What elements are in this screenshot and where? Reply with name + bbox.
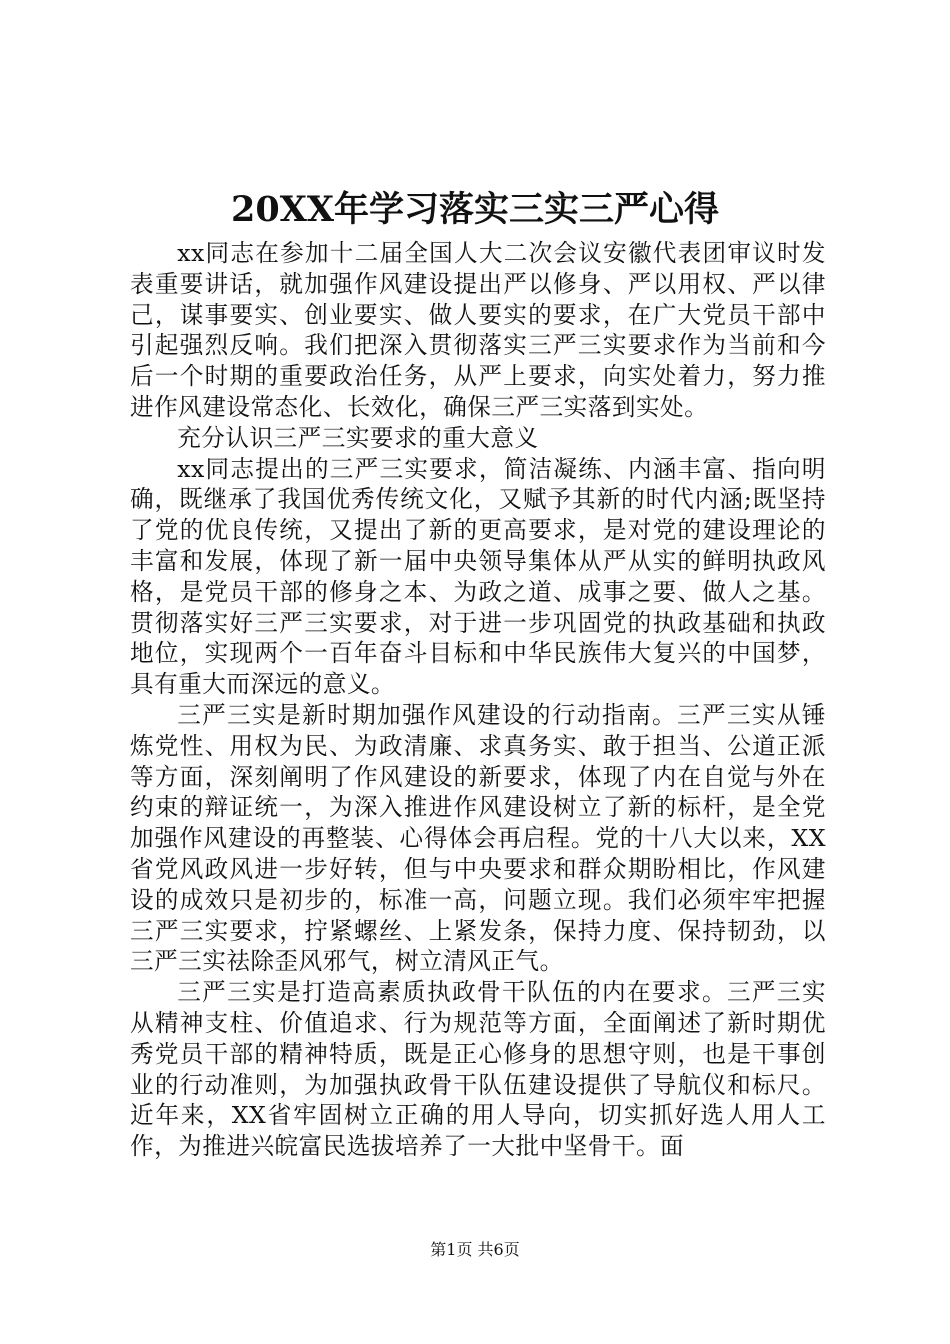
paragraph-work-style: 三严三实是新时期加强作风建设的行动指南。三严三实从锤炼党性、用权为民、为政清廉、求真务实、敢于担当、公道正派等方面，深刻阐明了作风建设的新要求，体现了内在自觉与外在约束的辩证统一，为深入推进作风建设树立了新的标杆，是全党加强作风建设的再整装、心得体会再启程。党的十八大以来，XX省党风政风进一步好转，但与中央要求和群众期盼相比，作风建设的成效只是初步的，标准一高，问题立现。我们必须牢牢把握三严三实要求，拧紧螺丝、上紧发条，保持力度、保持韧劲，以三严三实祛除歪风邪气，树立清风正气。 — [130, 700, 826, 976]
document-body — [130, 238, 826, 1162]
section-heading: 充分认识三严三实要求的重大意义 — [177, 423, 539, 452]
page-footer: 第1页 共6页 — [430, 1240, 520, 1259]
paragraph-cadre-team: 三严三实是打造高素质执政骨干队伍的内在要求。三严三实从精神支柱、价值追求、行为规范等方面，全面阐述了新时期优秀党员干部的精神特质，既是正心修身的思想守则，也是干事创业的行动准则，为加强执政骨干队伍建设提供了导航仪和标尺。近年来，XX省牢固树立正确的用人导向，切实抓好选人用人工作，为推进兴皖富民选拔培养了一大批中坚骨干。面 — [130, 978, 826, 1161]
document-title: 20XX年学习落实三实三严心得 — [230, 189, 720, 230]
paragraph-intro: xx同志在参加十二届全国人大二次会议安徽代表团审议时发表重要讲话，就加强作风建设提出严以修身、严以用权、严以律己，谋事要实、创业要实、做人要实的要求，在广大党员干部中引起强烈反响。我们把深入贯彻落实三严三实要求作为当前和今后一个时期的重要政治任务，从严上要求，向实处着力，努力推进作风建设常态化、长效化，确保三严三实落到实处。 — [130, 239, 826, 421]
paragraph-significance: xx同志提出的三严三实要求，简洁凝练、内涵丰富、指向明确，既继承了我国优秀传统文化，又赋予其新的时代内涵;既坚持了党的优良传统，又提出了新的更高要求，是对党的建设理论的丰富和发展，体现了新一届中央领导集体从严从实的鲜明执政风格，是党员干部的修身之本、为政之道、成事之要、做人之基。贯彻落实好三严三实要求，对于进一步巩固党的执政基础和执政地位，实现两个一百年奋斗目标和中华民族伟大复兴的中国梦，具有重大而深远的意义。 — [130, 454, 826, 699]
